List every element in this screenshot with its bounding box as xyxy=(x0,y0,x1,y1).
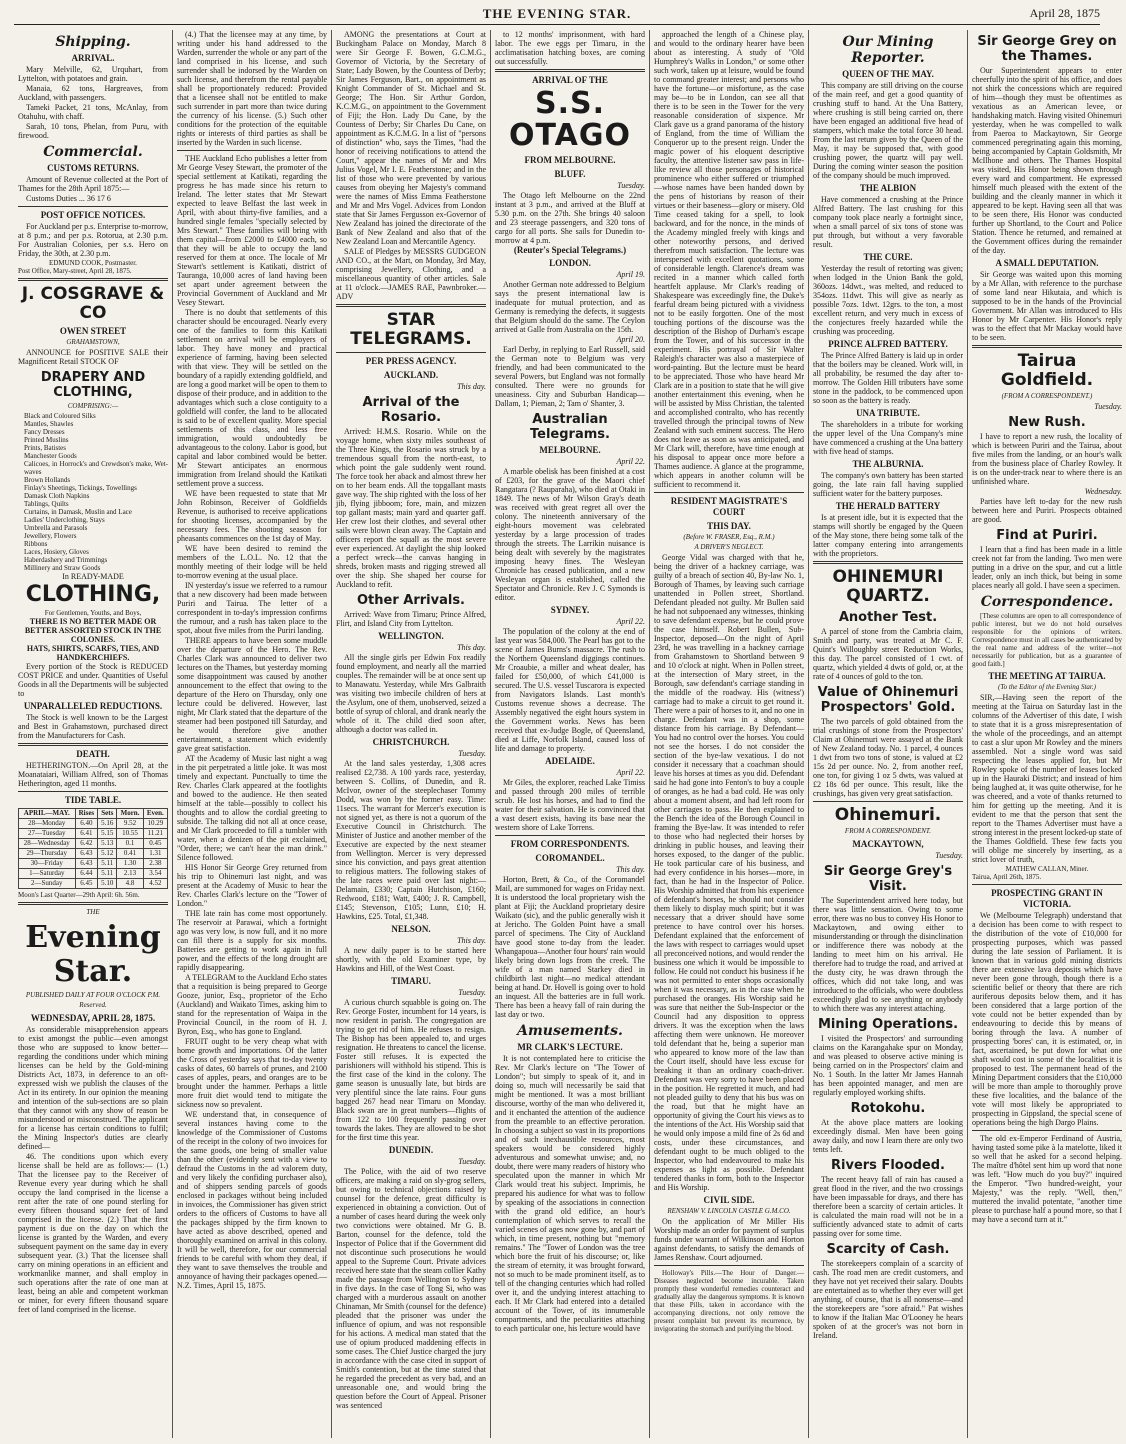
ad-item: Millinery and Straw Goods xyxy=(24,564,101,572)
rotokohu-heading: Rotokohu. xyxy=(850,1101,926,1116)
correspondence-heading: Correspondence. xyxy=(980,594,1114,610)
london-heading: LONDON. xyxy=(549,258,591,268)
correspondents-heading: FROM CORRESPONDENTS. xyxy=(510,839,630,849)
tide-heading: TIDE TABLE. xyxy=(64,795,122,805)
value-heading: Value of Ohinemuri Prospectors' Gold. xyxy=(817,685,959,715)
ohinemuri-sub: FROM A CORRESPONDENT. xyxy=(844,827,932,835)
ad-hats: HATS, SHIRTS, SCARFS, TIES, AND HANDKERCHIEFS. xyxy=(26,644,160,662)
melbourne-date: April 22. xyxy=(616,457,645,466)
new-rush-heading: New Rush. xyxy=(1008,415,1086,430)
ad-item: Laces, Hosiery, Gloves xyxy=(24,548,89,556)
col2-paragraph: HIS Honor Sir George Grey returned from his trip to Ohinemuri last night, and was present at the Academy of Music to hear the Rev. Charles Clark's lecture on the "Tower of London." xyxy=(177,863,327,908)
correspondence-note: [These columns are open to all correspondence of public interest, but we do not hold ourselves responsible for the opinions of writers. Correspondence must in all cases be authenticated by the real name and address of the writer—not necessarily for publication, but as a guarantee of good faith.] xyxy=(972,612,1122,668)
dunedin-text: The Police, with the aid of two reserve officers, are making a raid on sly-grog sellers, but owing to technical objections raised by counsel for the defence, great difficulty is experienced in obtaining a conviction. Out of a number of cases heard during the week only two convictions were obtained. Mr G. B. Barton, counsel for the defence, told the Inspector of Police that if the Government did not discontinue such prosecutions he would appeal to the Supreme Court. Private advices received here state that the steam collier Kathy made the passage from Wellington to Sydney in five days. In the case of Tong Si, who was charged with a murderous assault on another Chinaman, Mr Smith (counsel for the defence) pleaded that the prisoner was under the influence of opium, and was not responsible for his actions. A medical man stated that the use of opium produced maddening effects in some cases. The Chief Justice charged the jury in accordance with the case cited in support of Smith's contention, but at the time stated that he regarded the precedent as very bad, and an unreasonable one, and would bring the question before the Court of Appeal. Prisoner was sentenced xyxy=(336,1167,486,1410)
divider xyxy=(18,791,168,792)
clark-heading: MR CLARK'S LECTURE. xyxy=(517,1042,623,1052)
timaru-text: A curious church squabble is going on. The Rev. George Foster, incumbent for 14 years, is now resident in parish. The congregation are trying to get rid of him. He refuses to resign. The Bishop has been appealed to, and urges resignation. He threatens to cancel the license. Foster still refuses. It is expected the parishioners will withhold his stipend. This is the first case of the kind in the colony. The game season is unusually late, but birds are very plentiful since the late rains. Four guns bagged 267 head near Timaru on Monday. Black swan are in great numbers—flights of from 122 to 100 frequently passing over towards the lakes. They are allowed to be shot for the first time this year. xyxy=(336,998,486,1142)
divider xyxy=(813,801,963,802)
ad-better: THERE IS NO BETTER MADE OR BETTER ASSORTED STOCK IN THE COLONIES. xyxy=(24,617,162,644)
ad-item: Ladies' Underclothing, Stays xyxy=(24,516,105,524)
tide-cell: 5.13 xyxy=(98,839,117,849)
find-heading: Find at Puriri. xyxy=(996,528,1098,543)
meeting-sign: MATHEW CALLAN, Miner. xyxy=(1005,865,1089,873)
tide-cell: 5.10 xyxy=(98,879,117,889)
herald-text: Is at present idle, but it is expected that the stamps will shortly be engaged by the Queen of the May stone, there being some talk of the latter company entering into arrangements with the proprietors. xyxy=(813,513,963,558)
adelaide-text: Mr Giles, the explorer, reached Lake Timiss and passed through 200 miles of terrible scrub. He lost his horses, and had to find the water for their salvation. He is convinced that a vast desert exists, having its base near the western shore of Lake Torrens. xyxy=(495,778,645,832)
col2-paragraph: THE Auckland Echo publishes a letter from Mr George Vesey Stewart, the promoter of the special settlement at Katikati, regarding the progress he has made since his return to Ireland. The letter states that Mr Stewart expected to leave Belfast the last week in April, with about thirty-five families, and a hundred single females "specially selected by Mrs Stewart." These families will bring with them capital—from £2000 to £4000 each, so that they will be able to occupy the land reserved for them at once. The locale of Mr Stewart's settlement is Katikati, district of Tauranga, 10,000 acres of land having been set apart under agreement between the Provincial Government of Auckland and Mr Vesey Stewart. xyxy=(177,154,327,307)
coromandel-date: This day. xyxy=(616,865,645,874)
tide-cell: 0.41 xyxy=(117,849,143,859)
civil-heading: CIVIL SIDE. xyxy=(703,1195,755,1205)
arrival-heading: ARRIVAL. xyxy=(71,53,115,63)
scarcity-text: The storekeepers complain of a scarcity of cash. The road men are credit customers, and they have not yet received their salary. Doubts are entertained as to whether they ever will get anything, of course, that is all nonsense—and the storekeepers are "sore afraid." Pat wishes to know if the Italian Mac O'Looney he hears spoken of at the grocer's was not born in Ireland. xyxy=(813,1259,963,1340)
wellington-date: This day. xyxy=(457,643,486,652)
grey-visit-heading: Sir George Grey's Visit. xyxy=(823,864,953,894)
ad-big: DRAPERY AND CLOTHING, xyxy=(40,370,146,400)
reserved: Reserved. xyxy=(79,1001,107,1009)
albion-heading: THE ALBION xyxy=(859,183,917,193)
adelaide-date: April 22. xyxy=(616,768,645,777)
otago-pre: ARRIVAL OF THE xyxy=(532,75,608,85)
tide-cell: 5.16 xyxy=(98,819,117,829)
tide-cell: 29—Thursday xyxy=(19,849,76,859)
customs-heading: CUSTOMS RETURNS. xyxy=(47,163,139,173)
otago-heading: S.S. OTAGO xyxy=(509,86,631,153)
col4-paragraph: to 12 months' imprisonment, with hard labor. The ewe eggs per Timaru, in the acclimatisation hatching boxes, are coming out successfully. xyxy=(495,30,645,66)
new-rush-date: Wednesday. xyxy=(1084,487,1122,496)
tide-cell: 2—Sunday xyxy=(19,879,76,889)
rotokohu-text: At the above place matters are looking exceedingly dismal. Men have been going away daily, and now I learn there are only two tents left. xyxy=(813,1118,963,1154)
tide-cell: 5.12 xyxy=(98,849,117,859)
ad-title: J. COSGRAVE & CO xyxy=(21,284,165,323)
grey-thames-text: Our Superintendent appears to enter cheerfully into the spirit of his office, and does not shirk the concessions which are required of him—though they must be oftentimes as vexatious as an American levee, or handshaking match. Having visited Ohinemuri yesterday, when he was compelled to walk from Paeroa to Mackaytown, Sir George commenced peregrinating again this morning, being accompanied by Captain Goldsmith, Mr McIlhone and others. The Thames Hospital was visited, His Honor being shown through every ward and compartment. He expressed himself much pleased with the extent of the building and the cleanly manner in which it appeared to be kept. Having seen all that was to be seen there, His Honor was conducted further up Shortland, to the Court and Police Station. Thence he returned, and remained at the Government offices during the remainder of the day. xyxy=(972,66,1122,255)
christchurch-text: At the land sales yesterday, 1,308 acres realised £2,738. A 100 yards race, yesterday, between S. Collins, of Dunedin, and R. McIvor, owner of the steeplechaser Tommy Dodd, was won by the former easy. Time: 11secs. The warrant for Mercer's execution is not signed yet, as there is not a quorum of the Executive Council in Christchurch. The Minister of Justice and another member of the Executive are expected by the next steamer from Wellington. Mercer is very depressed since his conviction, and pays great attention to religious matters. The following stakes of the late races were paid over last night:—Delamain, £330; Captain Hutchison, £160; Redwood, £181; Watt, £400; J. R. Campbell, £145; Stevenson, £105; Lunn, £10; H. Hawkins, £25. Total, £1,348. xyxy=(336,759,486,921)
tide-row xyxy=(19,839,168,849)
ad-item: Black and Coloured Silks xyxy=(24,412,96,420)
ad-item: Jewellery, Flowers xyxy=(24,532,77,540)
tide-row xyxy=(19,879,168,889)
post-date: Post Office, Mary-street, April 28, 1875. xyxy=(18,267,132,275)
bluff-heading: BLUFF. xyxy=(554,169,586,179)
grey-thames-heading: Sir George Grey on the Thames. xyxy=(977,34,1117,64)
tide-moon: Moon's Last Quarter—29th April: 6h. 56m. xyxy=(18,891,140,899)
bluff-date: Tuesday. xyxy=(617,181,645,190)
masthead xyxy=(14,4,1100,25)
find-text: I learn that a find has been made in a little creek not far from the landing. Two men were putting in a drive on the spur, and cut a little leader, only an inch thick, but being in some places nearly all gold. I have seen a specimen. xyxy=(972,545,1122,590)
other-arrivals-text: Arrived: Wave from Timaru; Prince Alfred, Flirt, and Island City from Lyttelton. xyxy=(336,610,486,628)
timaru-date: Tuesday. xyxy=(458,988,486,997)
ad-reduced: Every portion of the Stock is REDUCED COST PRICE and under. Quantities of Useful Goods in all the Departments will be subjected to xyxy=(18,662,168,698)
tide-cell: 6.43 xyxy=(75,849,98,859)
tide-cell: 6.40 xyxy=(75,819,98,829)
death-text: HETHERINGTON.—On April 28, at the Moanataiari, William Alfred, son of Thomas Hetherington, aged 11 months. xyxy=(18,761,168,788)
deputation-text: Sir George was waited upon this morning by a Mr Allan, with reference to the purchase of some land near Hikutaia, and which is supposed to be in the hands of the Provincial Government. Mr Allan was introduced to His Honor by Mr Carpenter. His Honor's reply was to the effect that Mr Mackay would have to be seen. xyxy=(972,270,1122,342)
column-1 xyxy=(14,30,173,1438)
tairua-heading: Tairua Goldfield. xyxy=(1000,351,1094,390)
london-text-2: Earl Derby, in replying to Earl Russell, said the German note to Belgium was very friendly, and had been communicated to the several Powers, but England was not formally consulted. There were no grounds for uneasiness. City and Suburban Handicap—Dallam, 1; Pieman, 2; Tam o' Shanter, 3. xyxy=(495,345,645,408)
tide-header-cell: APRIL—MAY. xyxy=(19,809,76,819)
tide-body xyxy=(19,819,168,889)
ad-unparalleled: UNPARALLELED REDUCTIONS. xyxy=(23,701,163,711)
tide-row xyxy=(19,869,168,879)
tide-cell: 6.43 xyxy=(75,859,98,869)
divider xyxy=(18,743,168,746)
ad-item: Prints, Batistes xyxy=(24,444,67,452)
london-date: April 19. xyxy=(616,270,645,279)
another-test-text: A parcel of stone from the Cambria claim, Smith and party, was treated at Mr C. F. Quint's Willoughby street Reduction Works, this day. The parcel consisted of 1 cwt. of quartz, which yielded 4 dwts of gold, or, at the rate of 4 ounces of gold to the ton. xyxy=(813,627,963,681)
tide-row xyxy=(19,849,168,859)
column-7 xyxy=(968,30,1126,1438)
adelaide-heading: ADELAIDE. xyxy=(545,756,595,766)
melbourne-heading: MELBOURNE. xyxy=(539,445,601,455)
rivers-text: The recent heavy fall of rain has caused a great flood in the river, and the two crossings have been impassable for drays, and there has therefore been a scarcity of certain articles. It is calculated the main road will not be in a sufficiently advanced state to admit of carts passing over for some time. xyxy=(813,1175,963,1238)
column-2 xyxy=(173,30,332,1438)
masthead-title: THE EVENING STAR. xyxy=(482,6,632,21)
divider xyxy=(972,1130,1122,1131)
ad-item: Haberdashery and Trimmings xyxy=(24,556,108,564)
tide-cell: 6.45 xyxy=(75,879,98,889)
col5-paragraph: approached the length of a Chinese play, and would to the ordinary hearer have been about as interesting. A study of "Old Humphrey's Walks in London," or some other such work, taken up at leisure, would be found to command greater interest; and persons who have the fortune—or misfortune, as the case may be—to be in London, can see all that there is to be seen in the Tower for the very reasonable consideration of sixpence. Mr Clark gave us a grand panorama of the history of England, from the time of William the Conqueror up to the present reign. Under the magic power of his eloquent descriptive faculty, the attentive listener saw pass in life-like review all those personages of historical prominence who either suffered or triumphed—whose names have been handed down by the pens of historians by reason of their virtues or their baseness—glory or misery. Old Time ceased taking for a spell, to look backward, and for the nonce, in the minds of the Academy mingled freely with kings and other noteworthy persons, and derived therefrom much satisfaction. The lecture was interspersed with excellent quotations, some of considerable length. Clarence's dream was recited in a manner which called forth heartfelt applause. Mr Clark's reading of Shakespeare was exceedingly fine, the Duke's fearful dream being pictured with a vividness not to be easily forgotten. One of the most touching portions of the discourse was the description of the Bishop of Durham's escape from the Tower, and of his successor in the experiment. His portrayal of Sir Walter Raleigh's character was also a masterpiece of word-painting. But the lecture must be heard to be appreciated. Those who have heard Mr Clark are in a position to state that he will give another entertainment this evening, when he will be assisted by Miss Christian, the talented and accomplished contralto, who has recently travelled through the principal towns of New Zealand with such eminent success. The Hero does not leave as soon as was anticipated, and Mr Clark will, therefore, have time enough at his disposal to appear once more before a Thames audience. A glance at the programme, which appears in another column will be sufficient to recommend it. xyxy=(654,30,804,489)
amusements-heading: Amusements. xyxy=(517,1023,623,1039)
other-arrivals-heading: Other Arrivals. xyxy=(357,593,465,608)
ad-close: The Stock is well known to be the Largest and Best in Grahamstown, purchased direct from the Manufacturers for Cash. xyxy=(18,713,168,740)
col2-paragraph: FRUIT ought to be very cheap what with home growth and importations. Of the latter the Cross of yesterday says that to-day twenty casks of dates, 60 barrels of prunes, and 2100 cases of apples, pears, and oranges are to be brought under the hammer. Perhaps a little more fruit diet would tend to mitigate the sickness now so prevalent. xyxy=(177,1037,327,1109)
columns xyxy=(14,30,1122,1438)
rm-case: A DRIVER'S NEGLECT. xyxy=(694,543,764,551)
agency-heading: PER PRESS AGENCY. xyxy=(365,356,457,366)
ad-item: Printed Muslins xyxy=(24,436,69,444)
tide-cell: 6.44 xyxy=(75,869,98,879)
tide-cell: 1—Saturday xyxy=(19,869,76,879)
divider xyxy=(18,278,168,281)
victoria-text: We (Melbourne Telegraph) understand that a decision has been come to with respect to the distribution of the vote of £10,000 for prospecting purposes, which was passed during the late session of Parliament. It is known that in various gold mining districts there are extensive lava deposits which have never been gone through, though there is a scientific belief or theory that there are rich auriferous deposits below them, and it has been considered that a large portion of the vote could not be better expended than by endeavouring to decide this by means of boring through the lava. A number of prospecting 'bores' can, it is estimated, or, in fact, ascertained, be put down for what one shaft would cost in some of the localities it is proposed to test. The permanent head of the Mining Department considers that the £10,000 will be more than ample to thoroughly prove these five localities, and the balance of the vote will most likely be appropriated to prospecting in Gippsland, the special scene of operations being the high Dargo Plains. xyxy=(972,911,1122,1127)
tide-header-cell: Even. xyxy=(143,809,167,819)
new-rush-text: I have to report a new rush, the locality of which is between Puriri and the Tairua, about five miles from the landing, or an hour's walk from the business place of Charley Rowley. It is on the under-track near to where there is an unfinished whare. xyxy=(972,432,1122,486)
divider xyxy=(18,902,168,905)
rm-text: George Vidal was charged with that he, being the driver of a hackney carriage, was guilty of a breach of section 40, By-law No. 1, Borough of Thames, by leaving such carriage unattended in Pollen street, Shortland. Defendant pleaded not guilty. Mr Bullen said he had not subpoenaed any witnesses, thinking to save defendant expense, but he could prove the case himself. Robert Bullen, Sub-Inspector, deposed—On the night of April 23rd, he was travelling in a hackney carriage from Grahamstown to Shortland between 9 and 10 o'clock at night. When in Pollen street, at the intersection of Mary street, in the Borough, saw defendant's carriage standing in the middle of the roadway. His (witness') carriage had to make a circuit to get round it. There were a pair of horses to it, and no one in charge. Defendant was in a shop, some distance from his carriage. By Defendant—You had no control over the horses. You could not see the horses. I do not consider the section of the bye-law vexatious. I do not consider it necessary that a coachman should leave his horses at times as you did. Defendant said he had gone into Fenton's to buy a couple of oranges, as he had a bad cold. He was only about a moment absent, and had left room for other carriages to pass. He then explained to the Bench the idea of the Borough Council in framing the Bye-law. It was intended to refer to those who had neglected their horses by drinking in public houses, and leaving their horses exposed, to the danger of the public. He took particular care of his business, and had every confidence in his horses—more, in fact, than he had in the Inspector of Police. His Worship admitted that from his experience of defendant's horses, he should not consider them likely to display much spirit; but it was necessary that a driver should have some pretence to have control over his horses. Defendant explained that the enforcement of the laws with respect to carriages would upset all preconceived notions, and would render the business one which it would be impossible to follow. He could not conduct his business if he was not permitted to enter shops occasionally when it was necessary, as in the case when he purchased the oranges. His Worship said he was sure that neither the Sub-Inspector or the Council had any disposition to oppress drivers. It was the exception when the laws affecting them were unknown. He moreover told defendant that he, being a superior man who appeared to know more of the law than the Court itself, should have less excuse for breaking it than an ordinary coach-driver. Defendant was very sorry to have been placed in the position. He regretted it much, and had not pleaded guilty to deny that his bus was on the road, but that he might have an opportunity of giving the Court his views as to the intentions of the Act. His Worship said that he would only impose a mild fine of 2s 6d and costs, under these circumstances, and defendant ought to be much obliged to the Inspector, who had endeavoured to make his expenses as light as possible. Defendant tendered thanks in form, both to the Inspector and His Worship. xyxy=(654,553,804,1192)
rosario-heading: Arrival of the Rosario. xyxy=(362,395,460,425)
col2-paragraph: There is no doubt that settlements of this character should be encouraged. Nearly every one of the families to form this Katikati settlement on arrival will be employers of labor. They have money and practical experience of farming, having been selected with that view. They will be settled on the boundary of a rapidly extending goldfield, and are long a good market will be open to them to dispose of their produce, and in addition to the advantages which such a close contiguity to a goldfield will confer, the land to be allocated is said to be of excellent quality. More special settlements of this class, and less free immigration, would undoubtedly be advantageous to the colony. Labor is good, but capital and labor combined would be better. Mr Stewart anticipates an enormous immigration from Ireland should the Katikati settlement prove a success. xyxy=(177,308,327,488)
col3-paragraph: AMONG the presentations at Court at Buckingham Palace on Monday, March 8 were Sir George F. Bowen, G.C.M.G., Governor of Victoria, by the Secretary of State; Lady Bowen, by the Countess of Derby; Sir James Ferguson, Bart., on appointment as Knight Commander of St. Michael and St. George; The Hon. Sir Arthur Gordon, K.C.M.G., on appointment to the Government of Fiji; the Hon. Lady Du Cane, by the Countess of Derby; Sir Charles Du Cane, on appointment as K.C.M.G. In a list of "persons of distinction" who, says the Times, "had the honor of receiving notifications to attend the Court," appear the names of Mr and Mrs Julius Vogel, Mr I. E. Featherstone; and in the list of those who were prevented by various causes from obeying her Majesty's command were the names of Miss Emma Featherstone and Mr and Mrs Vogel. Advices from London state that Sir James Fergusson ex-Governor of New Zealand has joined the directorate of the Bank of New Zealand and also that of the New Zealand Loan and Mercantile Agency. xyxy=(336,30,486,246)
tide-row xyxy=(19,819,168,829)
col2-paragraph: IN yesterday's issue we referred to a rumour that a new discovery had been made between Puriri and Tairua. The letter of a correspondent in to-day's impression confirms the rumour, and a rush has taken place to the spot, about five miles from the Puriri landing. xyxy=(177,581,327,635)
coromandel-text: Horton, Brett, & Co., of the Coromandel Mail, are summoned for wages on Friday next. It is understood the local proprietary wish the plant at Fiji; the Auckland proprietary desire Waikato (sic), and the public generally wish it at Jericho. The Golden Point have a small parcel of specimens. The City of Auckland have good stone to-day from the leader. Whangapoua—Another four hours' rain would likely bring down logs from the creek. The wife of a man named Starkey died in childbirth last night—no medical attendant being at hand. Dr. Hovell is going over to hold an inquest. All the batteries are in full work. There has been a heavy fall of rain during the last day or two. xyxy=(495,875,645,1019)
ad-clothing: CLOTHING, xyxy=(25,582,161,607)
sydney-heading: SYDNEY. xyxy=(550,605,590,615)
rm-heading: RESIDENT MAGISTRATE'S COURT xyxy=(670,496,788,517)
tide-row xyxy=(19,859,168,869)
tide-cell: 1.30 xyxy=(117,859,143,869)
tide-cell: 6.41 xyxy=(75,829,98,839)
ad-for: For Gentlemen, Youths, and Boys, xyxy=(44,609,142,617)
tide-cell: 6.42 xyxy=(75,839,98,849)
customs-text: Amount of Revenue collected at the Port of Thames for the 28th April 1875:— xyxy=(18,175,168,193)
mining-reporter-heading: Our Mining Reporter. xyxy=(842,34,934,66)
alburnia-text: The company's own battery has been started going, the late rain fall having supplied sufficient water for the battery purposes. xyxy=(813,471,963,498)
column-6 xyxy=(809,30,968,1438)
otago-from: FROM MELBOURNE. xyxy=(524,155,616,165)
wed-date: WEDNESDAY, APRIL 28, 1875. xyxy=(30,1013,156,1023)
rivers-heading: Rivers Flooded. xyxy=(831,1158,945,1173)
albion-text: Have commenced a crushing at the Prince Alfred Battery. The last crushing for this company took place nearly a fortnight since, when a small parcel of six tons of stone was put through, but without a very favorable result. xyxy=(813,195,963,249)
meeting-heading: THE MEETING AT TAIRUA. xyxy=(988,671,1106,681)
column-5 xyxy=(650,30,809,1438)
another-test-heading: Another Test. xyxy=(838,610,938,625)
col2-paragraph: AT the Academy of Music last night a wag in the pit perpetrated a little joke. It was most timely and expectant. Punctually to time the Rev. Charles Clark appeared at the footlights and bowed to the audience. He then seated himself at the table—possibly to collect his thoughts and to allow the cordial greeting to subside. The talking did not all at once cease, and Mr Clark proceeded to fill a tumbler with water, when a denizen of the pit exclaimed, "Order, there; we can't hear the man drink." Silence followed. xyxy=(177,754,327,862)
sydney-date: April 22. xyxy=(616,617,645,626)
queen-heading: QUEEN OF THE MAY. xyxy=(842,69,934,79)
flag-title: Evening Star. xyxy=(25,920,161,989)
ad-item: Brown Hollands xyxy=(24,476,71,484)
mackaytown-date: Tuesday. xyxy=(935,851,963,860)
tide-header-cell: Rises xyxy=(75,809,98,819)
timaru-heading: TIMARU. xyxy=(391,976,431,986)
christchurch-date: Tuesday. xyxy=(458,749,486,758)
civil-text: On the application of Mr Miller His Worship made an order for payment of surplus funds under warrant of Wilkinson and Horton against defendants, to satisfy the demands of James Renshaw. Court adjourned. xyxy=(654,1217,804,1262)
london-date-2: April 20. xyxy=(616,335,645,344)
column-3 xyxy=(332,30,491,1438)
tide-table xyxy=(18,808,168,889)
arrival-item: Sarah, 10 tons, Phelan, from Puru, with firewood. xyxy=(18,122,168,140)
ad-item: Finlay's Sheetings, Tickings, Towellings xyxy=(24,484,137,492)
civil-case: RENSHAW V. LINCOLN CASTLE G.M.CO. xyxy=(667,1207,791,1215)
bluff-text: The Otago left Melbourne on the 22nd instant at 3 p.m., and arrived at the Bluff at 5.30 p.m. on the 27th. She brings 40 saloon and 23 steerage passengers, and 320 tons of cargo for all ports. She sails for Dunedin to-morrow at 4 p.m. xyxy=(495,191,645,245)
tide-cell: 4.52 xyxy=(143,879,167,889)
death-heading: DEATH. xyxy=(76,749,110,759)
ad-ready: In READY-MADE xyxy=(62,572,124,581)
victoria-heading: PROSPECTING GRANT IN VICTORIA. xyxy=(991,888,1103,909)
tide-cell: 2.38 xyxy=(143,859,167,869)
prince-alfred-heading: PRINCE ALFRED BATTERY. xyxy=(828,339,948,349)
arrival-item: Mary Melville, 62, Urquhart, from Lyttelton, with potatoes and grain. xyxy=(18,65,168,83)
tide-cell: 3.54 xyxy=(143,869,167,879)
anecdote-text: The old ex-Emperor Ferdinand of Austria, having tasted some pike à la matelotte, liked it so well that he asked for a second helping. The maître d'hôtel sent him up word that none was left. "How much do you buy?" inquired the Emperor. "Two hundred-weight, your Majesty," was the reply. "Well, then," muttered the invalid potentate, "another time please to purchase half a pound more, so that I may have a second turn at it." xyxy=(972,1134,1122,1224)
divider xyxy=(495,69,645,72)
tide-cell: 28—Monday xyxy=(19,819,76,829)
tide-cell: 30—Friday xyxy=(19,859,76,869)
tide-cell: 0.1 xyxy=(117,839,143,849)
tide-cell: 0.45 xyxy=(143,839,167,849)
masthead-date: April 28, 1875 xyxy=(1029,6,1100,20)
wellington-text: All the single girls per Edwin Fox readily found employment, and nearly all the married couples. The remainder will be at once sent up to Manawatu. Yesterday, while Mrs Galbraith was visiting two imbecile children of hers at the Asylum, one of them, unobserved, seized a bottle of syrup of chloral, and drank nearly the whole of it. The child died soon after, although a doctor was called in. xyxy=(336,653,486,734)
coromandel-heading: COROMANDEL. xyxy=(535,853,605,863)
col3-paragraph: SALE of Pledges by MESSRS GUDGEON AND CO., at the Mart, on Monday, 3rd May, comprising Jewellery, Clothing, and a miscellaneous quantity of other articles. Sale at 11 o'clock.—JAMES RAE, Pawnbroker.—ADV xyxy=(336,247,486,301)
flag-the: THE xyxy=(86,908,100,916)
ad-item: Fancy Dresses xyxy=(24,428,65,436)
col2-paragraph: WE understand that, in consequence of several instances having come to the knowledge of the Commissioner of Customs of the receipt in the colony of two invoices for the same goods, one being of smaller value than the other (evidently sent with a view to defraud the Customs in the ad valorem duty, and very likely the confiding purchaser also), and of shippers sending parcels of goods enclosed in packages without being included in invoices, the Commissioner has given strict orders to the officers of Customs to have all the packages shipped by the firm known to have acted as above described, opened and thoroughly examined on arrival in this colony. It will be well, therefore, for our commercial friends to be careful with whom they deal, if they want to save themselves the trouble and annoyance of having their packages opened.—N.Z. Times, April 15, 1875. xyxy=(177,1110,327,1290)
herald-heading: THE HERALD BATTERY xyxy=(835,501,941,511)
reuter-heading: (Reuter's Special Telegrams.) xyxy=(513,245,627,255)
published: PUBLISHED DAILY AT FOUR O'CLOCK P.M. xyxy=(25,991,161,999)
meeting-date: Tairua, April 26th, 1875. xyxy=(972,873,1042,881)
ohinemuri-quartz-heading: OHINEMURI QUARTZ. xyxy=(832,567,944,606)
mining-ops-text: I visited the Prospectors' and surrounding claims on the Karangahake spur on Monday, and was pleased to observe active mining is being carried on in the Prospectors' claim and No. 1 South. In the latter Mr James Hannah has been appointed manager, and men are regularly employed working shifts. xyxy=(813,1034,963,1097)
deputation-heading: A SMALL DEPUTATION. xyxy=(995,258,1099,268)
col2-paragraph: WE have been desired to remind the members of the L.O.L. No. 12 that the monthly meeting of their lodge will be held to-morrow evening at the usual place. xyxy=(177,544,327,580)
mining-ops-heading: Mining Operations. xyxy=(817,1017,959,1032)
ad-item: Damask Cloth Napkins xyxy=(24,492,90,500)
ad-item: Curtains, in Damask, Muslin and Lace xyxy=(24,508,132,516)
meeting-to: (To the Editor of the Evening Star.) xyxy=(998,683,1096,691)
ad-item: Calicoes, in Horrock's and Crewdson's make, Wet-waves xyxy=(24,460,168,476)
cure-text: Yesterday the result of retorting was given; when lodged in the Union Bank the gold, 360ozs. 14dwt., was melted, and reduced to 354ozs. 11dwt. This will give as nearly as possible 7ozs. 1dwt. 12grs. to the ton, a most excellent return, and very much in excess of the conjectures freely hazarded while the crushing was proceeding. xyxy=(813,264,963,336)
rosario-text: Arrived: H.M.S. Rosario. While on the voyage home, when sixty miles southeast of the Three Kings, the Rosario was struck by a tremendous squall from the north-east, to which point the gale suddenly went round. The force took her aback and almost threw her on to her beam ends. All the topgallant masts gave way. The ship righted with the loss of her jib, flying jibboom; fore, main, and mizzen top gallant masts; main yard and quarter gaff. Her crew lost their clothes, and several other sails were blown clean away. The Captain and officers report the squall as the most severe ever experienced. At daylight the ship looked a perfect wreck—the canvas hanging in shreds, broken masts and rigging strewed all over the ship. She shaped her course for Auckland to refit. xyxy=(336,427,486,589)
prince-alfred-text: The Prince Alfred Battery is laid up in order that the boilers may be cleaned. Work will, in all probability, be resumed the day after to-morrow. The Golden Hill tributers have some stone in the paddock, to be commenced upon so soon as the battery is ready. xyxy=(813,351,963,405)
tide-cell: 11.21 xyxy=(143,829,167,839)
tide-header-row xyxy=(19,809,168,819)
divider xyxy=(336,352,486,353)
alburnia-heading: THE ALBURNIA. xyxy=(852,459,924,469)
post-sign: EDMUND COOK, Postmaster. xyxy=(49,259,137,267)
divider xyxy=(18,206,168,207)
una-heading: UNA TRIBUTE. xyxy=(856,408,920,418)
divider xyxy=(813,561,963,564)
post-text: For Auckland per p.s. Enterprise to-morrow, at 8 p.m.; and per p.s. Rotorua, at 2.30 p.m. For Australian Colonies, per s.s. Hero on Friday, the 30th, at 2.30 p.m. xyxy=(18,222,168,258)
tide-header-cell: Morn. xyxy=(117,809,143,819)
ad-town: GRAHAMSTOWN, xyxy=(66,338,120,346)
tide-cell: 5.15 xyxy=(98,829,117,839)
melbourne-text: A marble obelisk has been finished at a cost of £203, for the grave of the Maori chief Rangatara (? Rauparaha), who died at Otaki in 1849. The news of Mr Wilson Gray's death was received with great regret all over the colony. The nineteenth anniversary of the eight-hours movement was celebrated yesterday by a large procession of trades through the streets. The Larrikin nuisance is being dealt with severely by the magistrates imposing heavy fines. The Wesleyan Chronicle has ceased publication, and a new Wesleyan organ is established, called the Spectator and Chronicle. Rev J. C Symonds is editor. xyxy=(495,467,645,602)
scarcity-heading: Scarcity of Cash. xyxy=(826,1242,950,1257)
rm-date: THIS DAY. xyxy=(707,521,751,531)
tide-cell: 9.52 xyxy=(117,819,143,829)
sydney-text: The population of the colony at the end of last year was 584,000. The Pearl has got to the scene of James Burns's massacre. The rush to the Northern Queensland diggings continues. Mr Croaubie, a miller and wheat dealer, has failed for £50,000, of which £41,000 is secured. The U.S. vessel Tuscarora is expected from Navigators Islands. Last month's Customs revenue shows a decrease. The Assembly negatived the eight hours system in the Government works. News has been received that ex-Judge Bogle, of Queensland, died at Liffe, Norfolk Island, caused loss of life and damage to property. xyxy=(495,627,645,753)
meeting-text: SIR,—Having seen the report of the meeting at the Tairua on Saturday last in the columns of the Advertiser of this date, I wish to state that it is a gross misrepresentation of the whole of the proceedings, and an attempt to cast a slur upon Mr Rowley and the miners assembled. Not a single word was said respecting the leases applied for, but Mr Rowley spoke of the number of leases locked up in the Hauraki District; and instead of him being laughed at, it was quite otherwise, for he was cheered, and a vote of thanks returned to him for getting up the meeting. And it is evident to me that the person that sent the report to the Thames Advertiser must have a strong interest in the present locked-up state of the Thames Goldfield. These few facts you will oblige me sincerely by inserting, as a strict lover of truth, xyxy=(972,693,1122,864)
col2-paragraph: (4.) That the licensee may at any time, by writing under his hand addressed to the Warden, surrender the whole or any part of the land comprised in his license, and such surrender shall be indorsed by the Warden on such license, and therefrom the rental payable shall be proportionately reduced: Provided that a licensee shall not be entitled to make such surrender in part more than twice during the currency of his license. (5.) Such other conditions for the protection of the equitable rights or interests of third parties as shall be inserted by the Warden in such license. xyxy=(177,30,327,147)
australian-telegrams-heading: Australian Telegrams. xyxy=(530,412,610,442)
tide-cell: 10.55 xyxy=(117,829,143,839)
divider xyxy=(177,150,327,151)
tide-cell: 2.13 xyxy=(117,869,143,879)
tairua-sub: (FROM A CORRESPONDENT.) xyxy=(1001,392,1093,400)
wellington-heading: WELLINGTON. xyxy=(378,631,444,641)
ad-item: Tablings, Quilts xyxy=(24,500,69,508)
tide-cell: 10.29 xyxy=(143,819,167,829)
tide-cell: 28—Wednesday xyxy=(19,839,76,849)
cure-heading: THE CURE. xyxy=(863,252,913,262)
nelson-text: A new daily paper is to be started here shortly, with the old Examiner type, by Hawkins and Hill, of the West Coast. xyxy=(336,946,486,973)
tide-cell: 4.8 xyxy=(117,879,143,889)
ad-comprising: COMPRISING:— xyxy=(67,402,119,410)
new-rush-text-2: Parties have left to-day for the new rush between here and Puriri. Prospects obtained are good. xyxy=(972,497,1122,524)
col2-paragraph: WE have been requested to state that Mr John Robinson, Receiver of Goldfields Revenue, is authorised to receive applications for shooting licenses, accompanied by the necessary fees. The shooting season for pheasants commences on the 1st day of May. xyxy=(177,489,327,543)
ohinemuri-heading: Ohinemuri. xyxy=(834,805,942,825)
dunedin-date: Tuesday. xyxy=(458,1157,486,1166)
tide-cell: 1.31 xyxy=(143,849,167,859)
tide-row xyxy=(19,829,168,839)
tide-cell: 5.11 xyxy=(98,859,117,869)
star-telegrams-heading: STAR TELEGRAMS. xyxy=(350,310,472,349)
divider xyxy=(495,835,645,836)
nelson-heading: NELSON. xyxy=(391,924,431,934)
ad-item: Ribbons xyxy=(24,540,48,548)
leader-text: As considerable misapprehension appears to exist amongst the public—even amongst those who are supposed to know better—regarding the conditions under which mining licenses can be held by the Gold-mining Districts Act, 1873, in deference to an oft-expressed wish we publish the clauses of the Act in its entirety. In our opinion the meaning and intention of the sub-sections are so plain that they cannot with any show of reason be misunderstood or misconstrued. The applicant for a license has certain conditions to fulfil; the Mining Inspector's duties are clearly defined— xyxy=(18,1025,168,1151)
col2-paragraph: A TELEGRAM to the Auckland Echo states that a requisition is being prepared to George Gooze, junior, Esq., proprietor of the Echo (Auckland) and Waikato Times, asking him to stand for the representation of Waipa in the Provincial Council, in the room of H. J. Byron, Esq., who has gone to England. xyxy=(177,973,327,1036)
christchurch-heading: CHRISTCHURCH. xyxy=(372,737,450,747)
arrival-item: Tameki Packet, 21 tons, McAnlay, from Otahuhu, with chaff. xyxy=(18,103,168,121)
london-text: Another German note addressed to Belgium says the present international law is inadequate for mutual protection, and as Germany is remedying the defects, it suggests that Belgium should do the same. The Ceylon arrived at Galle from Australia on the 15th. xyxy=(495,280,645,334)
mackaytown-heading: MACKAYTOWN, xyxy=(852,839,924,849)
holloway-ad: Holloway's Pills.—The Hour of Danger.—Diseases neglected become incurable. Taken promptly these wonderful remedies counteract and gradually allay the dangerous symptoms. It is known that these Pills, taken in accordance with the accompanying directions, not only remove the present complaint but prevent its recurrence, by invigorating the stomach and purifying the blood. xyxy=(654,1269,804,1333)
tide-cell: 5.11 xyxy=(98,869,117,879)
column-4 xyxy=(491,30,650,1438)
col2-paragraph: THE late rain has come most opportunely. The reservoir at Parawai, which a fortnight ago was very low, is now full, and it no more can fill there is a supply for six months. Batteries are getting to work again in full power, and the effects of the long drought are rapidly disappearing. xyxy=(177,909,327,972)
dunedin-heading: DUNEDIN. xyxy=(388,1145,434,1155)
ad-item-list xyxy=(18,412,168,572)
divider xyxy=(972,345,1122,348)
divider xyxy=(654,492,804,493)
tide-cell: 27—Tuesday xyxy=(19,829,76,839)
ad-street: OWEN STREET xyxy=(59,326,127,336)
arrival-item: Manaia, 62 tons, Hargreaves, from Auckland, with passengers. xyxy=(18,84,168,102)
value-text: The two parcels of gold obtained from the trial crushings of stone from the Prospectors' Claim at Ohinemuri were assayed at the Bank of New Zealand today. No. 1 parcel, 4 ounces 1 dwt from two tons of stone, is valued at £2 15s 2d per ounce. No. 2, from another reef, one ton, for giving 1 oz 5 dwts, was valued at £2 18s 6d per ounce. This result, like the crushings, has given very great satisfaction. xyxy=(813,717,963,798)
ad-item: Umbrella and Parasols xyxy=(24,524,88,532)
una-text: The shareholders in a tribute for working the upper level of the Una Company's mine have commenced a crushing at the Una battery with five head of stamps. xyxy=(813,420,963,456)
shipping-heading: Shipping. xyxy=(55,34,131,50)
tide-header-cell: Sets xyxy=(98,809,117,819)
tairua-date: Tuesday. xyxy=(1094,402,1122,411)
divider xyxy=(972,884,1122,885)
auckland-heading: AUCKLAND. xyxy=(383,370,439,380)
rm-sub: (Before W. FRASER, Esq., R.M.) xyxy=(683,533,775,541)
divider xyxy=(654,1265,804,1266)
divider xyxy=(336,304,486,307)
ad-item: Manchester Goods xyxy=(24,452,77,460)
customs-duties: Customs Duties ... 36 17 6 xyxy=(26,194,111,203)
col2-paragraph: THERE appears to have been some muddle over the departure of the Hero. The Rev. Charles Clark was announced to deliver two lectures on the Thames, but yesterday morning some disappointment was caused by another announcement to the effect that owing to the departure of the Hero on Thursday, only one lecture could be delivered. However, last night, Mr Clark stated that the departure of the steamer had been postponed till Saturday, and he would therefore give another entertainment, a statement which evidently gave great satisfaction. xyxy=(177,636,327,753)
leader-text-2: 46. The conditions upon which every license shall be held are as follows:— (1.) That the licensee pay to the Receiver of Revenue every year during which he shall occupy the land comprised in the license a rent after the rate of one pound sterling for every fifteen thousand square feet of land comprised in the license. (2.) That the first payment is due on the day on which the license is granted by the Warden, and every subsequent payment on the same day in every subsequent year. (3.) That the licensee shall carry on mining operations in an efficient and workmanlike manner, and shall employ in such operations after the rate of one man at least, being an able and competent workman or miner, for every fifteen thousand square feet of land comprised in the license. xyxy=(18,1152,168,1314)
queen-text: This company are still driving on the course of the main reef, and get a good quantity of crushing stuff to hand. At the Una Battery, where crushing is still being carried on, there have been engaged an additional five head of stampers, which make the total force 30 head. From the last return given by the Queen of the May, it may be supposed that, with good crushing power, the quartz will pay well. During the coming winter season the position of the company should be much improved. xyxy=(813,81,963,180)
nelson-date: This day. xyxy=(457,936,486,945)
grey-visit-text: The Superintendent arrived here today, but there was little sensation. Owing to some error, there was no bus to convey His Honor to Mackaytown, and owing either to misunderstanding or through the disinclination or indifference there was nobody at the landing to meet him on his arrival. He therefore had to trudge the road, and arrived at the dusty city, he was drawn through the offices, which did not take long, and was introduced to the officials, who were doubtless exceedingly glad to see anything or anybody to which there was any interest attaching. xyxy=(813,896,963,1013)
ad-item: Mantles, Shawles xyxy=(24,420,74,428)
clark-text: It is not contemplated here to criticise the Rev. Mr Clark's lecture on "The Tower of London"; but simply to speak of it, and in doing so, much will necessarily be said that might be mentioned. It was a most brilliant discourse, worthy of the man who delivered it, and it enchanted the attention of the audience from the preamble to an effective peroration. In choosing a subject so vast in its proportions and of such inexhaustible resources, most speakers would be considered highly adventurous and somewhat unwise; and, no doubt, there were many readers of history who speculated upon the manner in which Mr Clark would treat his subject. Imprimis, he prepared his audience for what was to follow by speaking of the associations in connection with the grand old edifice, an hour's contemplation of which serves to recall the varied scenes of ages now gone by, and part of which, in time present, nothing but "memory remains." The "Tower of London was the tree which bore the fruit of his discourse; or, like the stream of eternity, it was brought forward, not so much to be made prominent itself, as to tell of the changing centuries which had rolled over it, and the undying interest attaching to each. If Mr Clark had entered into a detailed account of the Tower, of its innumerable compartments, and the peculiarities attaching to each particular one, his lecture would have xyxy=(495,1054,645,1333)
ad-intro: ANNOUNCE for POSITIVE SALE their Magnificent Retail STOCK OF xyxy=(18,348,168,366)
post-heading: POST OFFICE NOTICES. xyxy=(40,210,146,220)
commercial-heading: Commercial. xyxy=(43,144,143,160)
auckland-date: This day. xyxy=(457,382,486,391)
